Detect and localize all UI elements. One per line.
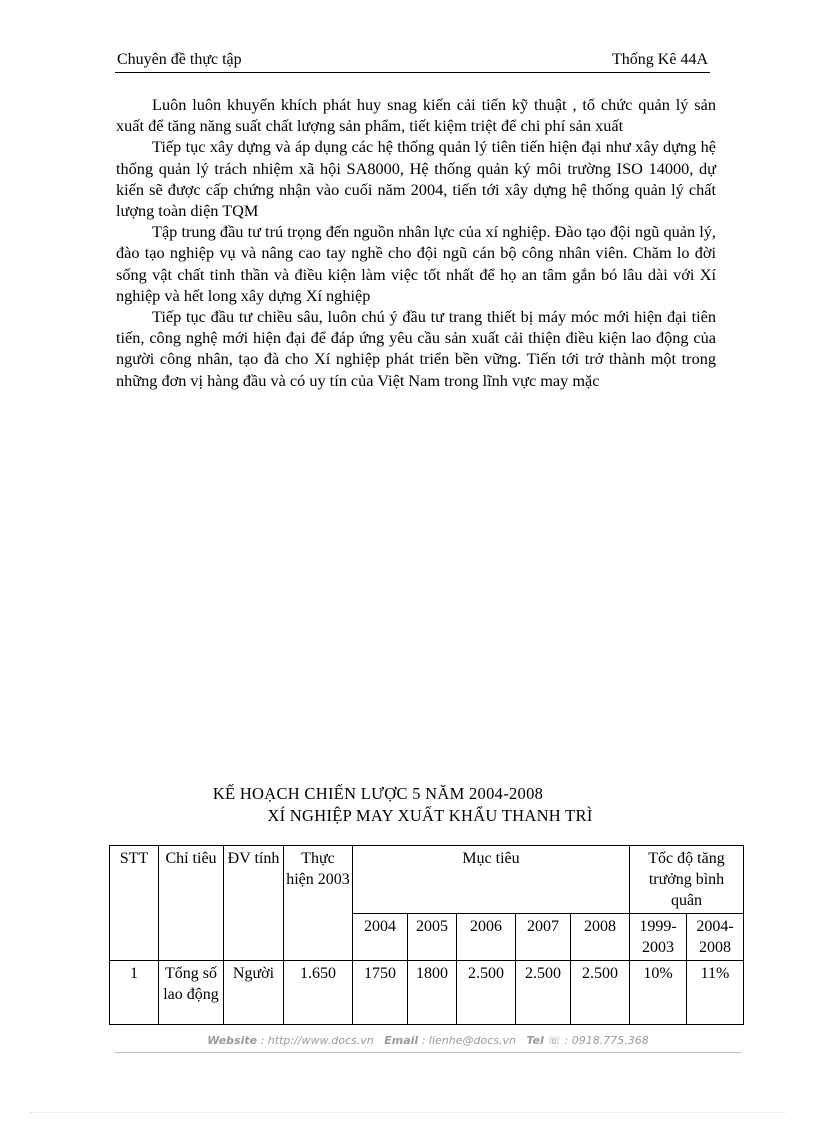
cell-target: 1750: [353, 961, 408, 1025]
year-header: 2004: [353, 914, 408, 961]
paragraph: Tiếp tục đầu tư chiều sâu, luôn chú ý đầu tư trang thiết bị máy móc mới hiện đại tiên tiến, công nghệ mới hiện đại để đáp ứng yêu cầu sản xuất cải thiện điều kiện lao động của người công nhân, tạo đà cho Xí nghiệp phát triển bền vững. Tiến tới trở thành một trong những đơn vị hàng đầu và có uy tín của Việt Nam trong lĩnh vực may mặc: [116, 307, 716, 390]
cell-target: 2.500: [457, 961, 516, 1025]
paragraph: Tập trung đầu tư trú trọng đến nguồn nhân lực của xí nghiệp. Đào tạo đội ngũ quản lý, đào tạo nghiệp vụ và nâng cao tay nghề cho đội ngũ cán bộ công nhân viên. Chăm lo đời sống vật chất tinh thần và điều kiện làm việc tốt nhất để họ an tâm gắn bó lâu dài với Xí nghiệp và hết long xây dựng Xí nghiệp: [116, 222, 716, 305]
email-label: Email: [384, 1034, 419, 1047]
cell-target: 2.500: [516, 961, 571, 1025]
year-header: 2005: [408, 914, 457, 961]
header-indicator: Chỉ tiêu: [159, 846, 224, 961]
website-link[interactable]: : http://www.docs.vn: [260, 1034, 374, 1047]
cell-indicator: Tổng số lao động: [159, 961, 224, 1025]
body-text: [116, 94, 716, 391]
header-left-text: Chuyên đề thực tập: [117, 51, 242, 68]
header-unit: ĐV tính: [224, 846, 284, 961]
table-header-row: [110, 846, 744, 914]
header-right-text: Thống Kê 44A: [612, 51, 708, 68]
header-stt: STT: [110, 846, 159, 961]
cell-growth: 11%: [687, 961, 744, 1025]
page-footer: [115, 1034, 741, 1047]
phone-icon: ☏: [547, 1034, 562, 1047]
period-header: 1999-2003: [630, 914, 687, 961]
email-link[interactable]: : lienhe@docs.vn: [421, 1034, 516, 1047]
cell-unit: Người: [224, 961, 284, 1025]
year-header: 2007: [516, 914, 571, 961]
paragraph: Tiếp tục xây dựng và áp dụng các hệ thống quản lý tiên tiến hiện đại như xây dựng hệ thống quản lý trách nhiệm xã hội SA8000, Hệ thống quản ký môi trường ISO 14000, dự kiến sẽ được cấp chứng nhận vào cuối năm 2004, tiến tới xây dựng hệ thống quản lý chất lượng toàn diện TQM: [116, 137, 716, 221]
year-header: 2008: [571, 914, 630, 961]
cell-target: 1800: [408, 961, 457, 1025]
cell-growth: 10%: [630, 961, 687, 1025]
tel-number: : 0918.775.368: [564, 1034, 649, 1047]
header-growth: Tốc độ tăng trưởng bình quân: [630, 846, 744, 914]
page-bottom-border: [30, 1112, 786, 1113]
cell-actual: 1.650: [284, 961, 353, 1025]
paragraph: Luôn luôn khuyến khích phát huy snag kiến cải tiến kỹ thuật , tổ chức quản lý sản xuất để tăng năng suất chất lượng sản phẩm, tiết kiệm triệt để chi phí sản xuất: [116, 95, 716, 136]
website-label: Website: [207, 1034, 258, 1047]
page-header: [115, 48, 710, 73]
strategy-table: [109, 845, 744, 1025]
period-header: 2004-2008: [687, 914, 744, 961]
header-target: Mục tiêu: [353, 846, 630, 914]
year-header: 2006: [457, 914, 516, 961]
cell-stt: 1: [110, 961, 159, 1025]
cell-target: 2.500: [571, 961, 630, 1025]
footer-divider: [115, 1052, 741, 1053]
table-row: [110, 961, 744, 1025]
table-subtitle: XÍ NGHIỆP MAY XUẤT KHẨU THANH TRÌ: [267, 806, 593, 825]
header-actual: Thực hiện 2003: [284, 846, 353, 961]
tel-label: Tel: [526, 1034, 544, 1047]
table-title: KẾ HOẠCH CHIẾN LƯỢC 5 NĂM 2004-2008: [212, 784, 544, 803]
